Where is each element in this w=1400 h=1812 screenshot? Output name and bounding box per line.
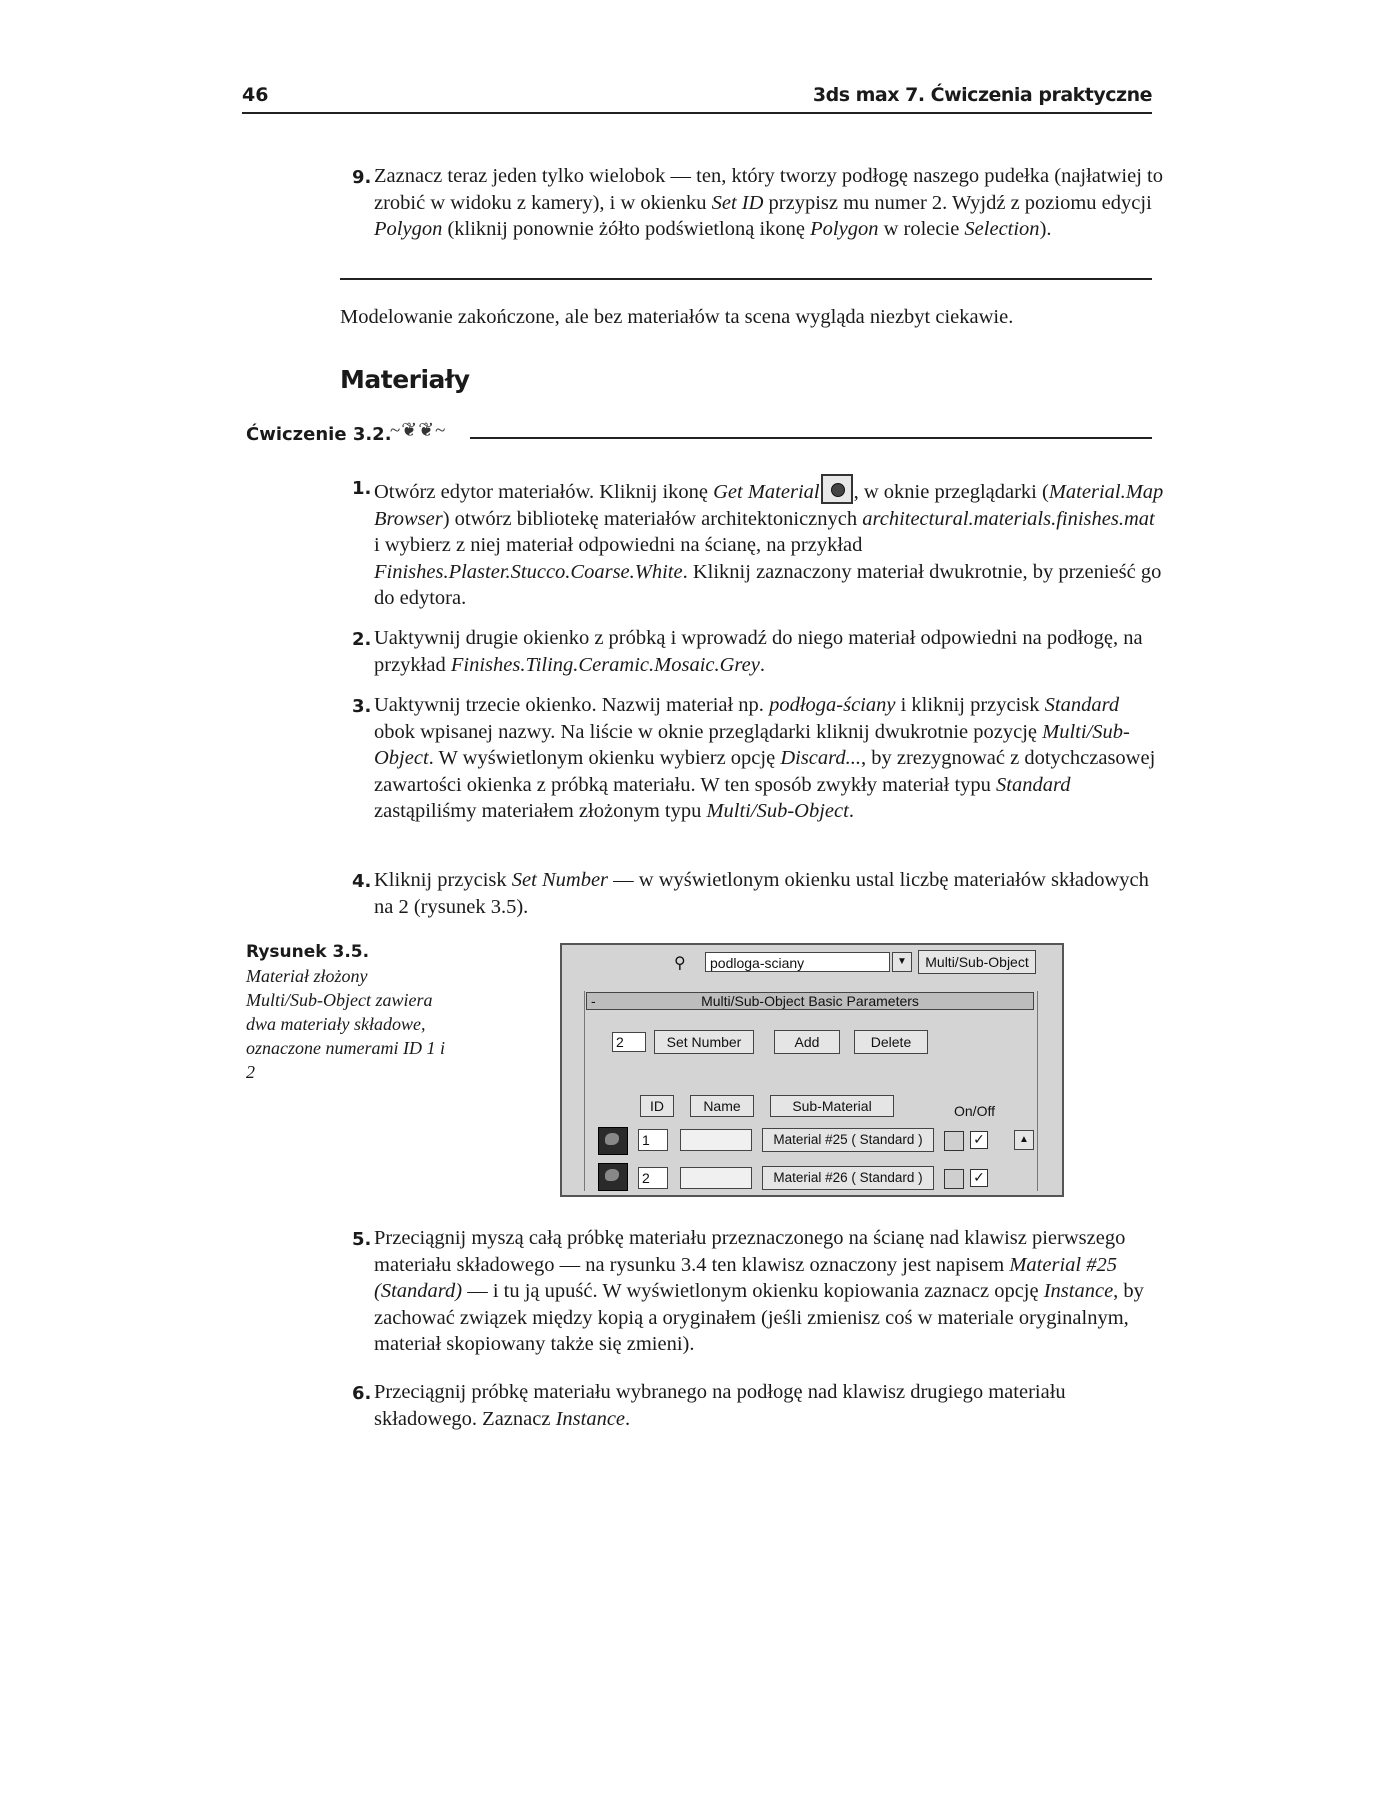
material-sample-thumbnail[interactable] (598, 1163, 628, 1191)
on-off-checkbox[interactable]: ✓ (970, 1131, 988, 1149)
on-off-checkbox[interactable]: ✓ (970, 1169, 988, 1187)
page-number: 46 (242, 84, 269, 106)
step-number: 2. (352, 629, 372, 650)
count-field[interactable]: 2 (612, 1032, 646, 1052)
column-id-header[interactable]: ID (640, 1095, 674, 1117)
color-swatch[interactable] (944, 1169, 964, 1189)
material-sample-thumbnail[interactable] (598, 1127, 628, 1155)
step-number: 1. (352, 478, 372, 499)
material-editor-panel (560, 943, 1064, 1197)
divider (340, 278, 1152, 280)
section-title: Materiały (340, 365, 470, 394)
eyedropper-icon[interactable]: ⚲ (674, 955, 686, 972)
name-field[interactable] (680, 1129, 752, 1151)
step-3-text: Uaktywnij trzecie okienko. Nazwij materiał np. podłoga-ściany i kliknij przycisk Standard obok wpisanej nazwy. Na liście w oknie przeglądarki kliknij dwukrotnie pozycję Multi/Sub-Object. W wyświetlonym okienku wybierz opcję Discard..., by zrezygnować z dotychczasowej zawartości okienka z próbką materiału. W ten sposób zwykły materiał typu Standard zastąpiliśmy materiałem złożonym typu Multi/Sub-Object. (374, 694, 1156, 822)
set-number-button[interactable]: Set Number (654, 1030, 754, 1054)
id-field[interactable]: 2 (638, 1167, 668, 1189)
running-title: 3ds max 7. Ćwiczenia praktyczne (812, 84, 1152, 106)
material-name-field[interactable]: podloga-sciany (705, 952, 890, 972)
get-material-icon (821, 474, 853, 504)
running-header (242, 82, 1152, 114)
scroll-up-icon[interactable]: ▲ (1014, 1130, 1034, 1150)
step-2-text: Uaktywnij drugie okienko z próbką i wprowadź do niego materiał odpowiedni na podłogę, na przykład Finishes.Tiling.Ceramic.Mosaic.Grey. (374, 627, 1143, 676)
intro-paragraph: Modelowanie zakończone, ale bez materiałów ta scena wygląda niezbyt ciekawie. (340, 306, 1014, 328)
figure-caption-text: Materiał złożony Multi/Sub-Object zawiera dwa materiały składowe, oznaczone numerami ID 1 i 2 (246, 966, 445, 1082)
ornament-icon: ~❦❦~ (390, 420, 447, 441)
step-4-text: Kliknij przycisk Set Number — w wyświetlonym okienku ustal liczbę materiałów składowych na 2 (rysunek 3.5). (374, 869, 1149, 918)
step-1-text: Otwórz edytor materiałów. Kliknij ikonę Get Material , w oknie przeglądarki (Material.Map Browser) otwórz bibliotekę materiałów architektonicznych architectural.materials.finishes.mat i wybierz z niej materiał odpowiedni na ścianę, na przykład Finishes.Plaster.Stucco.Coarse.White. Kliknij zaznaczony materiał dwukrotnie, by przenieść go do edytora. (374, 474, 1164, 612)
step-9-text: Zaznacz teraz jeden tylko wielobok — ten, który tworzy podłogę naszego pudełka (najłatwiej to zrobić w widoku z kamery), i w okienku Set ID przypisz mu numer 2. Wyjdź z poziomu edycji Polygon (kliknij ponownie żółto podświetloną ikonę Polygon w rolecie Selection). (374, 165, 1163, 240)
rollout-title: Multi/Sub-Object Basic Parameters (701, 993, 919, 1009)
exercise-rule (470, 437, 1152, 439)
delete-button[interactable]: Delete (854, 1030, 928, 1054)
step-number: 3. (352, 696, 372, 717)
material-type-button[interactable]: Multi/Sub-Object (918, 950, 1036, 974)
name-field[interactable] (680, 1167, 752, 1189)
column-name-header[interactable]: Name (690, 1095, 754, 1117)
rollout-frame (584, 991, 1038, 1191)
column-onoff-header: On/Off (954, 1103, 995, 1119)
collapse-icon[interactable]: - (591, 993, 596, 1009)
step-5-text: Przeciągnij myszą całą próbkę materiału przeznaczonego na ścianę nad klawisz pierwszego materiału składowego — na rysunku 3.4 ten klawisz oznaczony jest napisem Material #25 (Standard) — i tu ją upuść. W wyświetlonym okienku kopiowania zaznacz opcję Instance, by zachować związek między kopią a oryginałem (jeśli zmienisz coś w materiale oryginalnym, materiał skopiowany także się zmieni). (374, 1227, 1144, 1355)
figure-caption (246, 940, 446, 1084)
step-number: 5. (352, 1229, 372, 1250)
exercise-label: Ćwiczenie 3.2. (246, 424, 392, 445)
step-6-text: Przeciągnij próbkę materiału wybranego na podłogę nad klawisz drugiego materiału składowego. Zaznacz Instance. (374, 1381, 1066, 1430)
submaterial-button[interactable]: Material #25 ( Standard ) (762, 1128, 934, 1152)
step-number: 4. (352, 871, 372, 892)
step-number: 6. (352, 1383, 372, 1404)
figure-title: Rysunek 3.5. (246, 942, 370, 962)
chevron-down-icon[interactable]: ▼ (892, 952, 912, 972)
submaterial-button[interactable]: Material #26 ( Standard ) (762, 1166, 934, 1190)
column-submaterial-header[interactable]: Sub-Material (770, 1095, 894, 1117)
rollout-header[interactable] (586, 992, 1034, 1010)
step-number: 9. (352, 167, 372, 188)
add-button[interactable]: Add (774, 1030, 840, 1054)
color-swatch[interactable] (944, 1131, 964, 1151)
id-field[interactable]: 1 (638, 1129, 668, 1151)
